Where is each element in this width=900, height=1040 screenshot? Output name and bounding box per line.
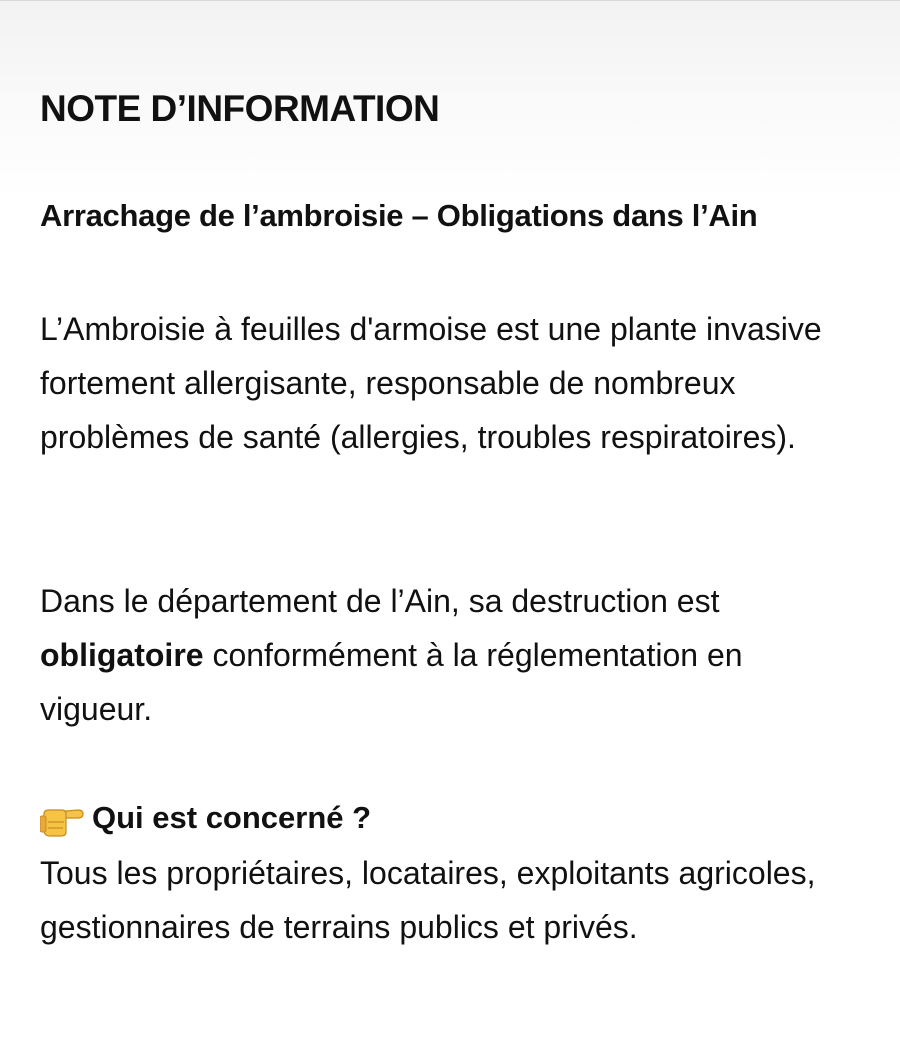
paragraph-obligation-end: conformément à la réglementation en vigueur.	[40, 637, 743, 727]
obligatoire-emphasis: obligatoire	[40, 637, 204, 673]
paragraph-intro: L’Ambroisie à feuilles d'armoise est une plante invasive fortement allergisante, responsable de nombreux problèmes de santé (allergies, troubles respiratoires).	[40, 311, 822, 455]
paragraph-who-concerned: Tous les propriétaires, locataires, exploitants agricoles, gestionnaires de terrains publics et privés.	[40, 855, 816, 945]
note-heading: NOTE D’INFORMATION	[40, 88, 440, 129]
pointing-hand-icon	[40, 798, 84, 838]
note-subheading: Arrachage de l’ambroisie – Obligations dans l’Ain	[40, 198, 758, 233]
section-who-concerned-title	[40, 795, 371, 841]
paragraph-obligation	[40, 574, 860, 736]
paragraph-obligation-start: Dans le département de l’Ain, sa destruction est	[40, 583, 720, 619]
section-title-text: Qui est concerné ?	[92, 800, 372, 835]
